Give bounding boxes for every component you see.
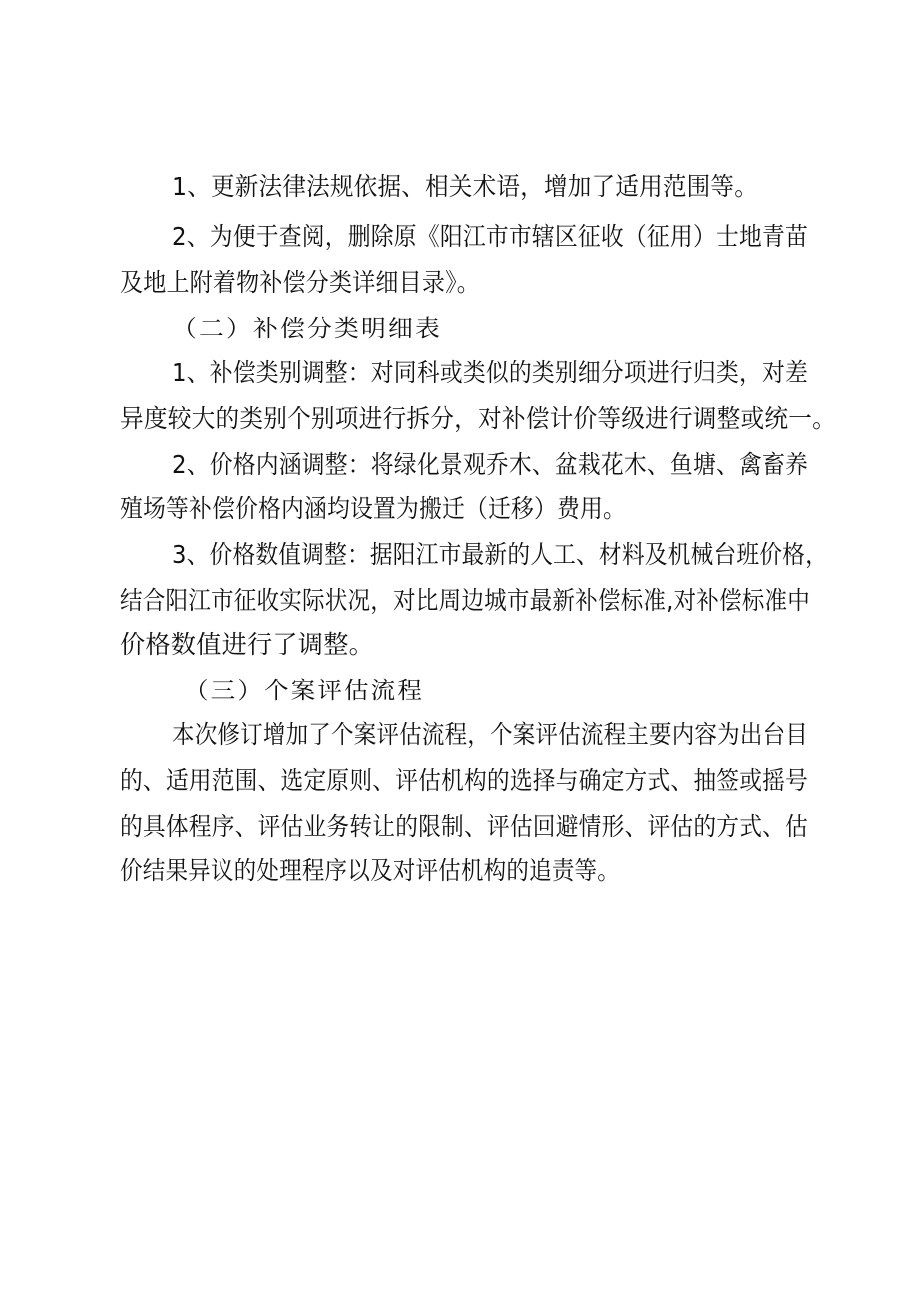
paragraph-line: 2、为便于查阅，删除原《阳江市市辖区征收（征用）士地青苗 — [172, 222, 808, 251]
paragraph-line: 2、价格内涵调整：将绿化景观乔木、盆栽花木、鱼塘、禽畜养 — [172, 450, 808, 479]
paragraph-line: 异度较大的类别个别项进行拆分，对补偿计价等级进行调整或统一。 — [120, 404, 836, 433]
section-heading: （三）个案评估流程 — [184, 678, 424, 704]
section-heading: （二）补偿分类明细表 — [172, 316, 442, 342]
paragraph-line: 结合阳江市征收实际状况，对比周边城市最新补偿标准,对补偿标准中 — [120, 586, 810, 615]
paragraph-line: 3、价格数值调整：据阳江市最新的人工、材料及机械台班价格， — [172, 540, 828, 569]
paragraph-line: 1、补偿类别调整：对同科或类似的类别细分项进行归类，对差 — [172, 358, 808, 387]
paragraph-line: 殖场等补偿价格内涵均设置为搬迁（迁移）费用。 — [120, 494, 626, 523]
paragraph-line: 的具体程序、评估业务转让的限制、评估回避情形、评估的方式、估 — [120, 812, 808, 841]
paragraph-line: 1、更新法律法规依据、相关术语，增加了适用范围等。 — [172, 172, 758, 201]
paragraph-line: 价结果异议的处理程序以及对评估机构的追责等。 — [120, 856, 620, 885]
paragraph-line: 及地上附着物补偿分类详细目录》。 — [120, 268, 480, 297]
paragraph-line: 的、适用范围、选定原则、评估机构的选择与确定方式、抽签或摇号 — [120, 766, 808, 795]
paragraph-line: 本次修订增加了个案评估流程，个案评估流程主要内容为出台目 — [172, 720, 808, 749]
paragraph-line: 价格数值进行了调整。 — [120, 630, 374, 659]
